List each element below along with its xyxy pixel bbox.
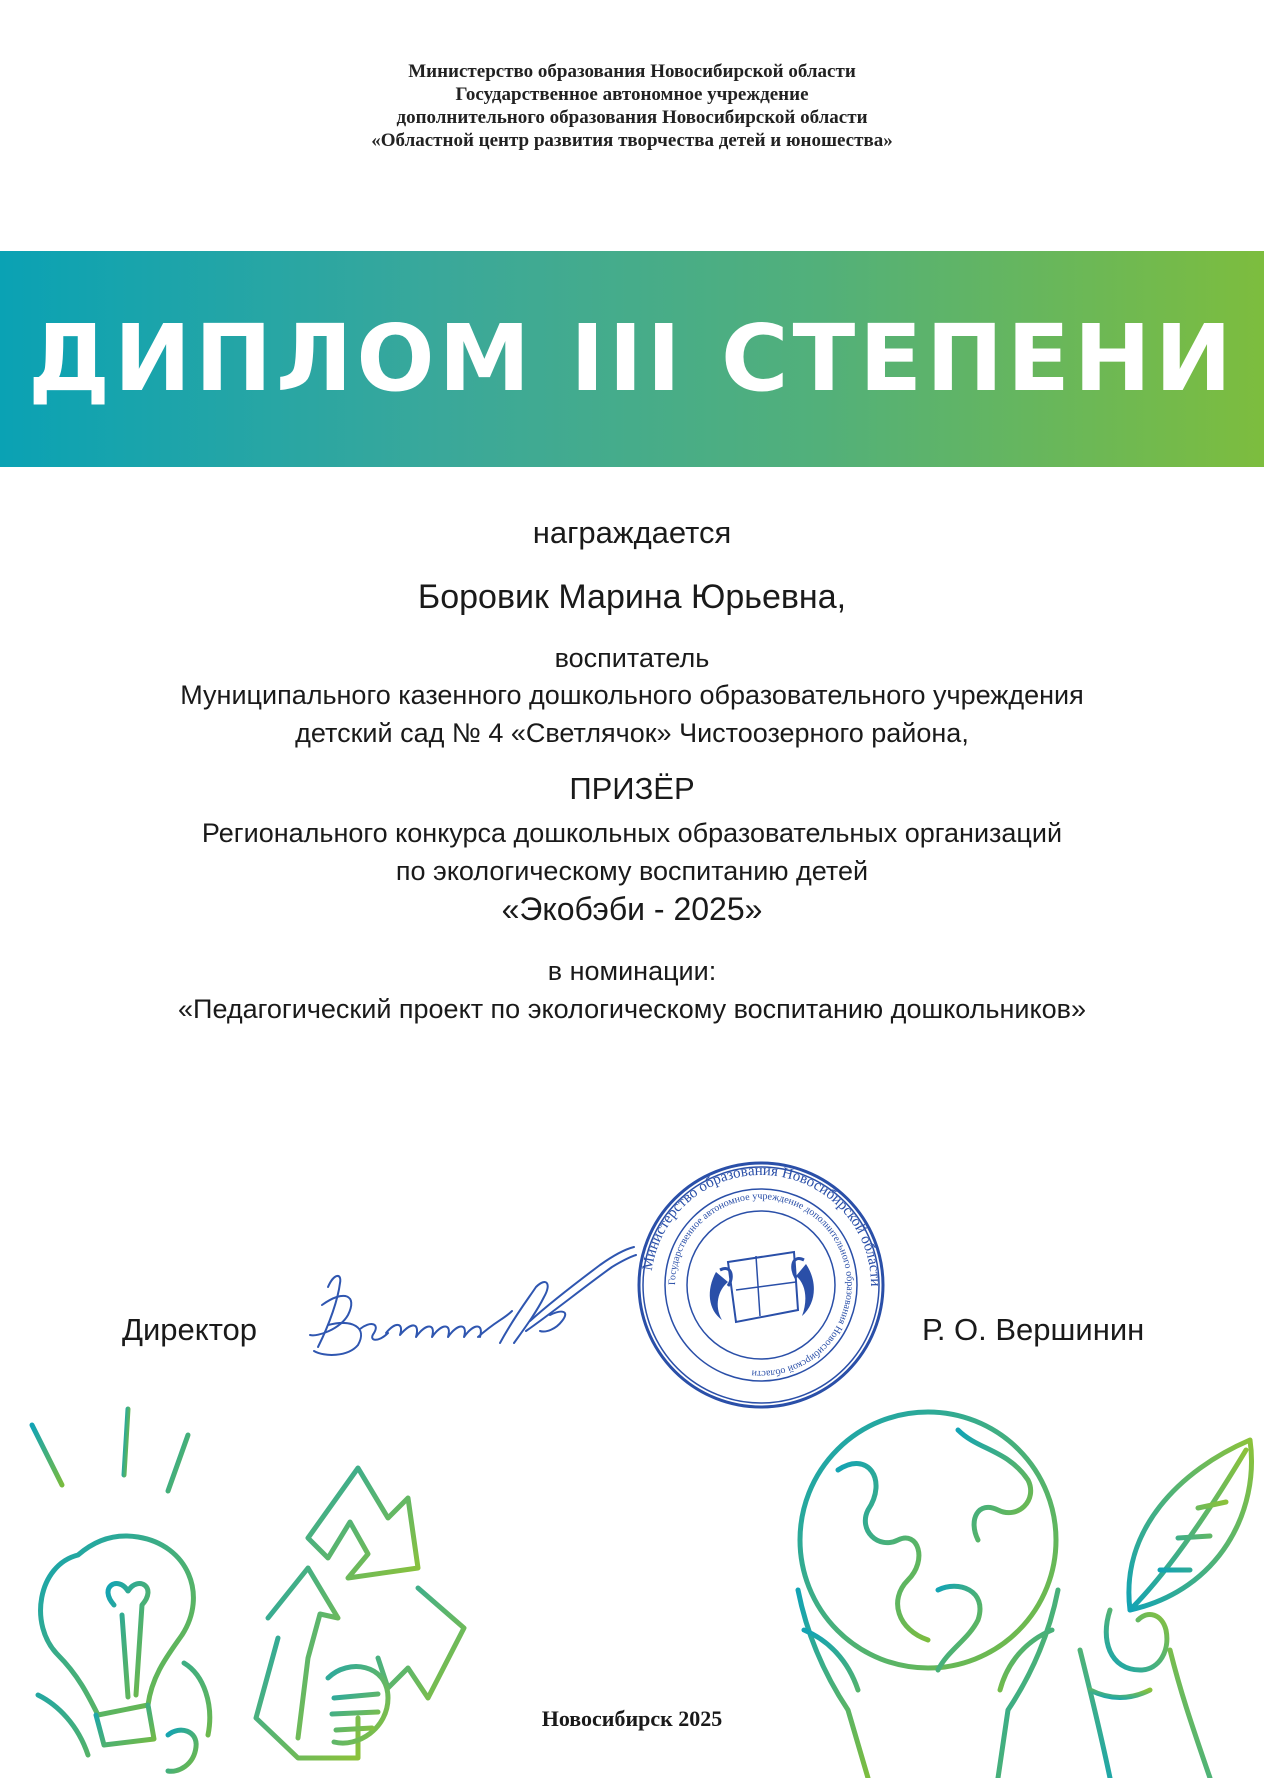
organization-line-1: Муниципального казенного дошкольного образовательного учреждения: [180, 680, 1084, 710]
handwritten-signature: [300, 1225, 640, 1375]
nomination-title: «Педагогический проект по экологическому воспитанию дошкольников»: [178, 994, 1086, 1024]
contest-line-2: по экологическому воспитанию детей: [395, 856, 869, 886]
official-stamp: [636, 1160, 886, 1410]
organization-line-2: детский сад № 4 «Светлячок» Чистоозерного района,: [295, 718, 969, 748]
award-status: ПРИЗЁР: [569, 771, 695, 806]
recipient-name: Боровик Марина Юрьевна,: [417, 578, 847, 616]
issuer-line-1: Министерство образования Новосибирской области: [408, 61, 856, 82]
signer-role: Директор: [122, 1312, 258, 1347]
contest-line-1: Регионального конкурса дошкольных образовательных организаций: [201, 818, 1063, 848]
issuer-header: [0, 60, 1264, 152]
city-year: Новосибирск 2025: [541, 1706, 723, 1731]
stamp-inner-text: Государственное автономное учреждение дополнительного образования Новосибирской области: [666, 1190, 856, 1380]
issuer-line-4: «Областной центр развития творчества детей и юношества»: [371, 130, 893, 151]
coat-of-arms-icon: [710, 1252, 814, 1322]
nomination-label: в номинации:: [547, 956, 717, 986]
stamp-outer-text: Министерство образования Новосибирской области: [639, 1162, 884, 1287]
awarded-label: награждается: [532, 515, 732, 550]
title-banner: [0, 251, 1264, 467]
recipient-position: воспитатель: [554, 643, 710, 673]
svg-text:Государственное автономное учр: [667, 1191, 855, 1379]
issuer-line-2: Государственное автономное учреждение: [455, 84, 809, 105]
issuer-line-3: дополнительного образования Новосибирской области: [396, 107, 868, 128]
diploma-title: ДИПЛОМ III СТЕПЕНИ: [28, 305, 1236, 412]
contest-name: «Экобэби - 2025»: [501, 891, 763, 927]
signer-name: Р. О. Вершинин: [922, 1312, 1145, 1347]
